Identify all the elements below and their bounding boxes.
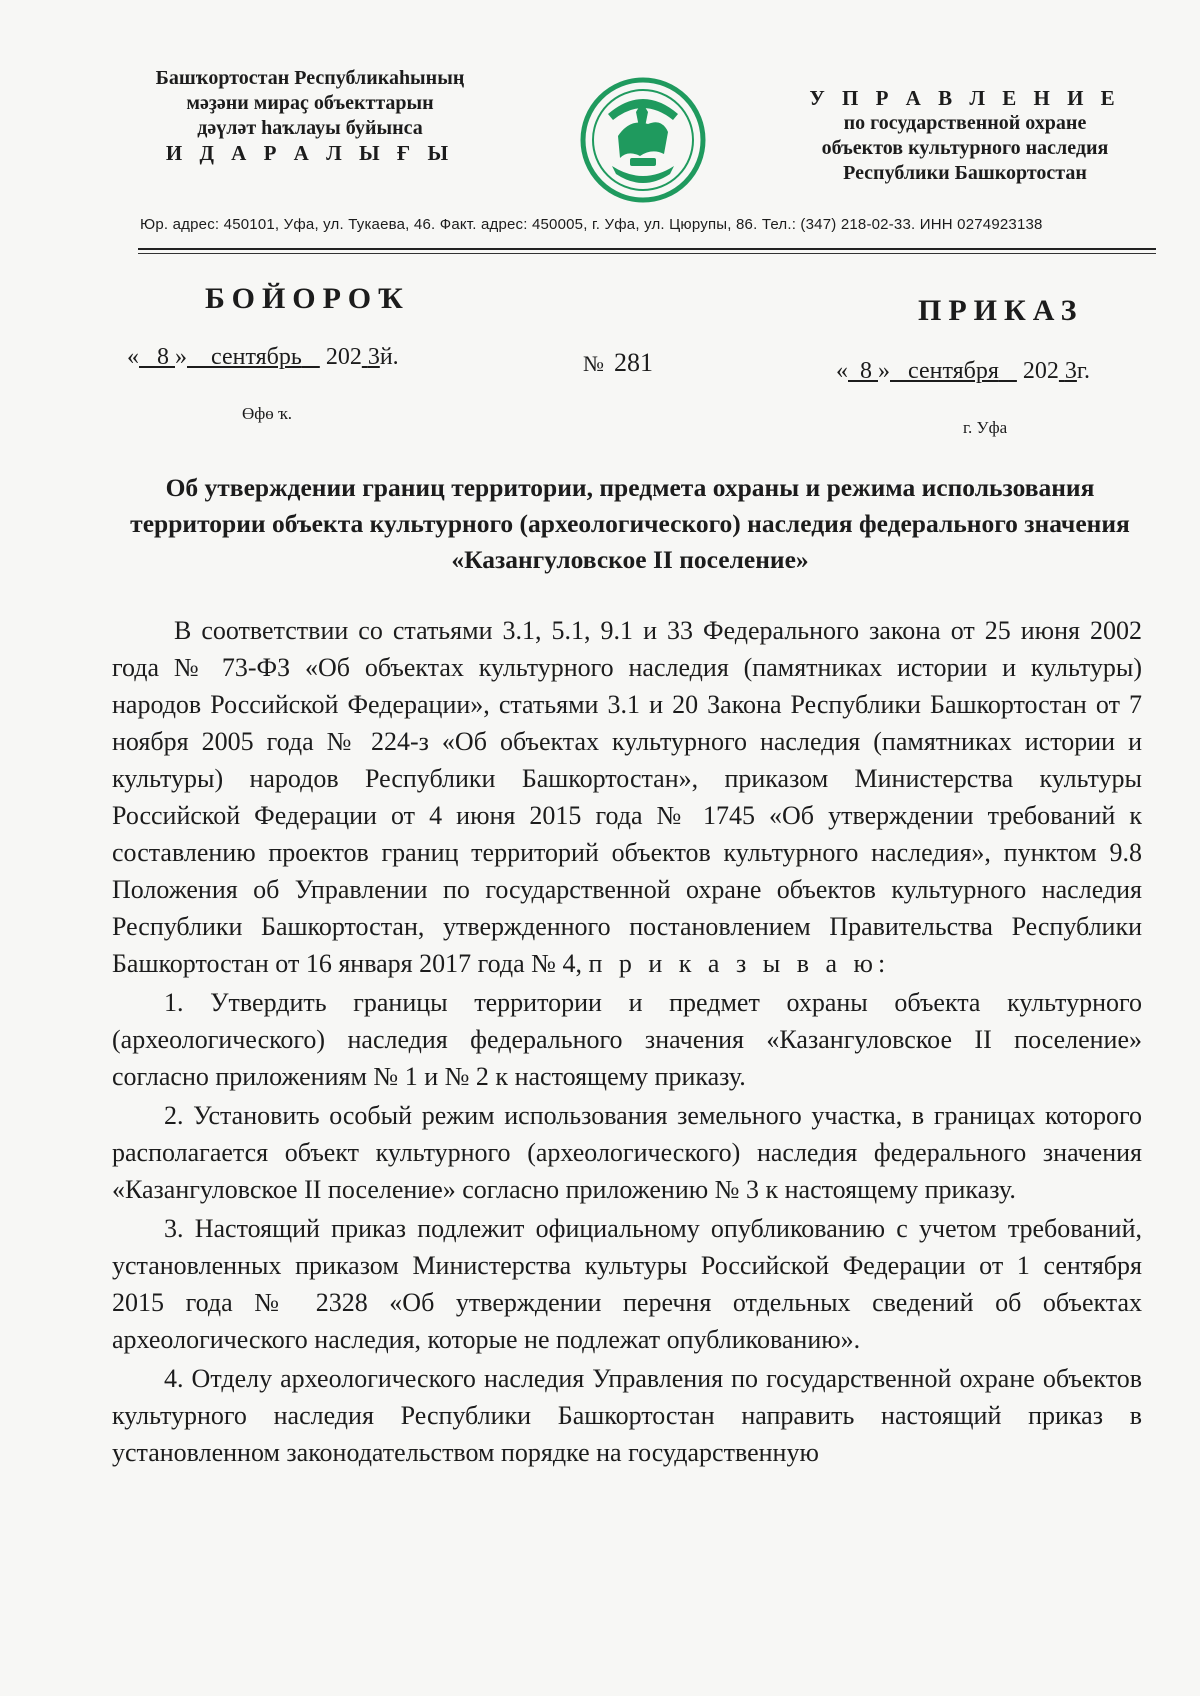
date-year-prefix: 202 (325, 344, 362, 370)
header-right-russian (800, 86, 1130, 186)
header-left-line: дәүләт һаҡлауы буйынса (197, 117, 423, 139)
order-subject: Об утверждении границ территории, предмета охраны и режима использования территории объекта культурного (археологического) наследия федерального значения «Казангуловское II поселение» (130, 473, 1130, 574)
quote-close: » (878, 358, 890, 384)
item-paragraph: 3. Настоящий приказ подлежит официальному опубликованию с учетом требований, установленных приказом Министерства культуры Российской Федерации от 1 сентября 2015 года № 2328 «Об утверждении перечня отдельных сведений об объектах археологического наследия, которые не подлежат опубликованию». (112, 1214, 1142, 1354)
item-paragraph: 1. Утвердить границы территории и предмет охраны объекта культурного (археологического) наследия федерального значения «Казангуловское II поселение» согласно приложениям № 1 и № 2 к настоящему приказу. (112, 988, 1142, 1091)
item-paragraph: 4. Отделу археологического наследия Управления по государственной охране объектов культурного наследия Республики Башкортостан направить настоящий приказ в установленном законодательством порядке на государственную (112, 1364, 1142, 1467)
date-month: сентябрь (211, 344, 302, 370)
header-left-line: И Д А Р А Л Ы Ғ Ы (165, 141, 455, 165)
date-day: 8 (157, 344, 169, 370)
order-body (112, 612, 1142, 1473)
header-left-line: мәҙәни мираҫ объекттарын (186, 92, 434, 114)
quote-open: « (836, 358, 848, 384)
date-suffix: г. (1076, 358, 1091, 384)
header-left-line: Башҡортостан Республикаһының (155, 67, 465, 89)
intro-paragraph: В соответствии со статьями 3.1, 5.1, 9.1 и 33 Федерального закона от 25 июня 2002 года № 73-ФЗ «Об объектах культурного наследия (памятниках истории и культуры) народов Российской Федерации», статьями 3.1 и 20 Закона Республики Башкортостан от 7 ноября 2005 года № 224-з «Об объектах культурного наследия (памятниках истории и культуры) народов Республики Башкортостан», приказом Министерства культуры Российской Федерации от 4 июня 2015 года № 1745 «Об утверждении требований к составлению проектов границ территорий объектов культурного наследия», пунктом 9.8 Положения об Управлении по государственной охране объектов культурного наследия Республики Башкортостан, утвержденного постановлением Правительства Республики Башкортостан от 16 января 2017 года № 4, п р и к а з ы в а ю: (112, 616, 1142, 978)
city-russian: г. Уфа (963, 418, 1008, 437)
order-date-russian (836, 358, 1090, 385)
header-right-line: по государственной охране (843, 112, 1087, 134)
item-paragraph: 2. Установить особый режим использования земельного участка, в границах которого располагается объект культурного (археологического) наследия федерального значения «Казангуловское II поселение» согласно приложению № 3 к настоящему приказу. (112, 1101, 1142, 1204)
organization-address: Юр. адрес: 450101, Уфа, ул. Тукаева, 46. Факт. адрес: 450005, г. Уфа, ул. Цюрупы, 86. Тел.: (347) 218-02-33. ИНН 0274923138 (140, 216, 1043, 233)
date-month: сентября (908, 358, 999, 384)
order-title-russian: ПРИКАЗ (918, 294, 1084, 327)
header-divider (138, 248, 1156, 250)
header-right-line: Республики Башкортостан (843, 162, 1087, 184)
city-bashkir: Өфө ҡ. (242, 404, 293, 423)
header-left-bashkir (130, 66, 490, 166)
date-suffix: й. (379, 344, 399, 370)
order-date-bashkir (127, 344, 399, 371)
date-year-prefix: 202 (1022, 358, 1059, 384)
date-year-digit: 3 (367, 344, 380, 370)
date-year-digit: 3 (1064, 358, 1077, 384)
header-right-line: У П Р А В Л Е Н И Е (809, 86, 1121, 110)
quote-open: « (127, 344, 139, 370)
order-verb: п р и к а з ы в а ю: (588, 949, 891, 978)
quote-close: » (175, 344, 187, 370)
number-value: 281 (614, 348, 653, 377)
date-day: 8 (860, 358, 872, 384)
header-divider-thin (138, 253, 1156, 254)
order-title-bashkir: БОЙОРОҠ (205, 282, 410, 315)
number-sign: № (583, 351, 604, 376)
bashkortostan-coat-of-arms-icon (578, 74, 708, 208)
order-number (583, 348, 653, 378)
header-right-line: объектов культурного наследия (821, 137, 1109, 159)
